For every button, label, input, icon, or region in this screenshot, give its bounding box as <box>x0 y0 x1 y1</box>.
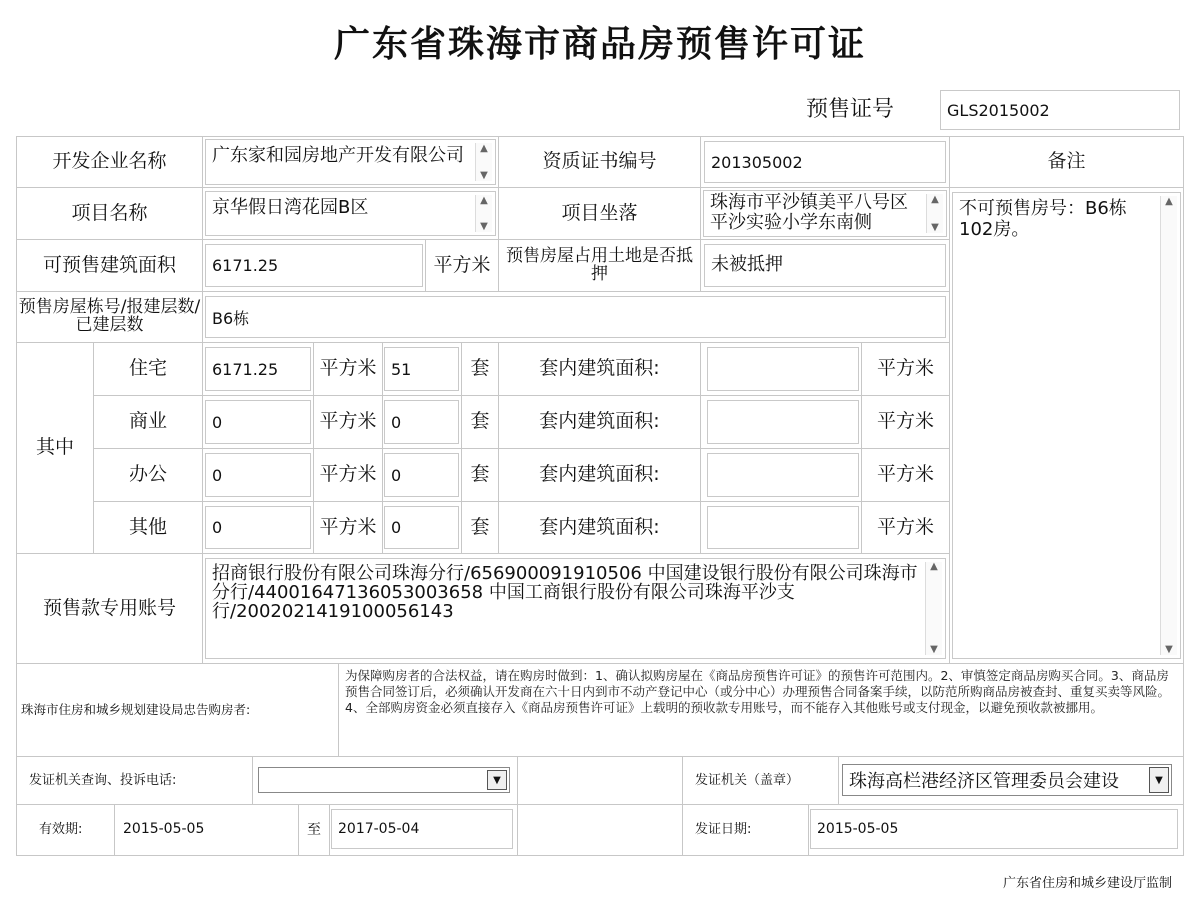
breakdown-count-unit: 套 <box>462 449 498 501</box>
developer-label: 开发企业名称 <box>17 137 202 187</box>
breakdown-type-label: 办公 <box>94 449 202 501</box>
breakdown-count-unit: 套 <box>462 343 498 395</box>
query-select[interactable] <box>258 767 510 793</box>
developer-field[interactable] <box>205 139 496 185</box>
breakdown-inner-label: 套内建筑面积: <box>499 396 700 448</box>
location-value: 珠海市平沙镇美平八号区平沙实验小学东南侧 <box>710 192 908 233</box>
scroll-down-icon: ▼ <box>480 169 488 181</box>
location-label: 项目坐落 <box>499 188 700 239</box>
validity-label: 有效期: <box>17 805 114 855</box>
query-spacer <box>518 757 682 804</box>
presale-area-unit: 平方米 <box>426 240 498 291</box>
breakdown-count-unit: 套 <box>462 396 498 448</box>
breakdown-area-unit: 平方米 <box>314 396 382 448</box>
page-title: 广东省珠海市商品房预售许可证 <box>333 23 866 65</box>
land-mortgage-field[interactable]: 未被抵押 <box>704 244 946 287</box>
developer-scroll[interactable] <box>475 143 492 181</box>
scroll-down-icon: ▼ <box>931 222 939 233</box>
breakdown-group-label: 其中 <box>17 343 93 553</box>
breakdown-inner-field[interactable] <box>707 400 859 444</box>
breakdown-count-field[interactable]: 0 <box>384 400 459 444</box>
breakdown-area-field[interactable]: 0 <box>205 400 311 444</box>
project-label: 项目名称 <box>17 188 202 239</box>
breakdown-area-field[interactable]: 0 <box>205 506 311 549</box>
scroll-down-icon: ▼ <box>1165 643 1173 655</box>
chevron-down-icon[interactable]: ▼ <box>487 770 507 790</box>
escrow-value: 招商银行股份有限公司珠海分行/656900091910506 中国建设银行股份有限公司珠海市分行/44001647136053003658 中国工商银行股份有限公司珠海平沙支行/2002021419100056143 <box>212 563 918 622</box>
project-scroll[interactable] <box>475 195 492 232</box>
breakdown-inner-field[interactable] <box>707 506 859 549</box>
scroll-down-icon: ▼ <box>930 643 938 655</box>
breakdown-count-field[interactable]: 0 <box>384 506 459 549</box>
buildings-field[interactable]: B6栋 <box>205 296 946 338</box>
breakdown-inner-label: 套内建筑面积: <box>499 449 700 501</box>
scroll-down-icon: ▼ <box>480 220 488 232</box>
validity-to-label: 至 <box>299 805 329 855</box>
location-scroll[interactable] <box>926 194 943 233</box>
breakdown-area-field[interactable]: 0 <box>205 453 311 497</box>
validity-spacer <box>518 805 682 855</box>
authority-value: 珠海高栏港经济区管理委员会建设 <box>849 771 1119 792</box>
land-mortgage-label: 预售房屋占用土地是否抵押 <box>499 240 700 291</box>
escrow-label: 预售款专用账号 <box>17 554 202 663</box>
footer-supervisor: 广东省住房和城乡建设厅监制 <box>1002 876 1172 891</box>
project-field[interactable] <box>205 191 496 236</box>
presale-area-label: 可预售建筑面积 <box>17 240 202 291</box>
breakdown-inner-field[interactable] <box>707 347 859 391</box>
remarks-label: 备注 <box>950 137 1183 187</box>
breakdown-type-label: 住宅 <box>94 343 202 395</box>
remarks-field[interactable] <box>952 192 1181 659</box>
breakdown-inner-unit: 平方米 <box>862 343 949 395</box>
breakdown-inner-label: 套内建筑面积: <box>499 502 700 553</box>
qualification-field[interactable]: 201305002 <box>704 141 946 183</box>
breakdown-area-unit: 平方米 <box>314 449 382 501</box>
permit-no-field[interactable]: GLS2015002 <box>940 90 1180 130</box>
location-field[interactable] <box>703 190 947 237</box>
escrow-scroll[interactable] <box>925 562 942 655</box>
issue-date-label: 发证日期: <box>683 805 808 855</box>
presale-area-field[interactable]: 6171.25 <box>205 244 423 287</box>
breakdown-count-field[interactable]: 0 <box>384 453 459 497</box>
query-label: 发证机关查询、投诉电话: <box>17 757 252 804</box>
breakdown-count-field[interactable]: 51 <box>384 347 459 391</box>
scroll-up-icon: ▲ <box>480 195 488 206</box>
scroll-up-icon: ▲ <box>480 143 488 154</box>
notice-cell <box>339 664 1183 756</box>
notice-text: 为保障购房者的合法权益，请在购房时做到：1、确认拟购房屋在《商品房预售许可证》的预售许可范围内。2、审慎签定商品房购买合同。3、商品房预售合同签订后，必须确认开发商在六十日内到市不动产登记中心（或分中心）办理预售合同备案手续，以防范所购商品房被查封、重复买卖等风险。4、全部购房资金必须直接存入《商品房预售许可证》上载明的预收款专用账号，而不能存入其他账号或支付现金，以避免预收款被挪用。 <box>345 668 1171 715</box>
scroll-up-icon: ▲ <box>930 561 938 572</box>
notice-label: 珠海市住房和城乡规划建设局忠告购房者: <box>17 664 338 756</box>
qualification-label: 资质证书编号 <box>499 137 700 187</box>
remarks-value: 不可预售房号：B6栋102房。 <box>959 198 1127 240</box>
developer-value: 广东家和园房地产开发有限公司 <box>212 145 464 166</box>
authority-label: 发证机关（盖章） <box>683 757 838 804</box>
permit-no-label: 预售证号 <box>805 97 894 123</box>
project-value: 京华假日湾花园B区 <box>212 197 369 218</box>
breakdown-count-unit: 套 <box>462 502 498 553</box>
breakdown-inner-label: 套内建筑面积: <box>499 343 700 395</box>
remarks-scroll[interactable] <box>1160 196 1177 655</box>
validity-from-field[interactable]: 2015-05-05 <box>117 809 292 849</box>
breakdown-inner-unit: 平方米 <box>862 502 949 553</box>
chevron-down-icon[interactable]: ▼ <box>1149 767 1169 793</box>
breakdown-area-unit: 平方米 <box>314 343 382 395</box>
scroll-up-icon: ▲ <box>931 194 939 205</box>
breakdown-area-unit: 平方米 <box>314 502 382 553</box>
issue-date-field[interactable]: 2015-05-05 <box>810 809 1178 849</box>
validity-to-field[interactable]: 2017-05-04 <box>331 809 513 849</box>
breakdown-inner-field[interactable] <box>707 453 859 497</box>
breakdown-inner-unit: 平方米 <box>862 396 949 448</box>
authority-select[interactable] <box>842 764 1172 796</box>
escrow-field[interactable] <box>205 558 946 659</box>
breakdown-type-label: 其他 <box>94 502 202 553</box>
breakdown-type-label: 商业 <box>94 396 202 448</box>
buildings-label: 预售房屋栋号/报建层数/已建层数 <box>17 292 202 342</box>
breakdown-inner-unit: 平方米 <box>862 449 949 501</box>
scroll-up-icon: ▲ <box>1165 196 1173 207</box>
breakdown-area-field[interactable]: 6171.25 <box>205 347 311 391</box>
